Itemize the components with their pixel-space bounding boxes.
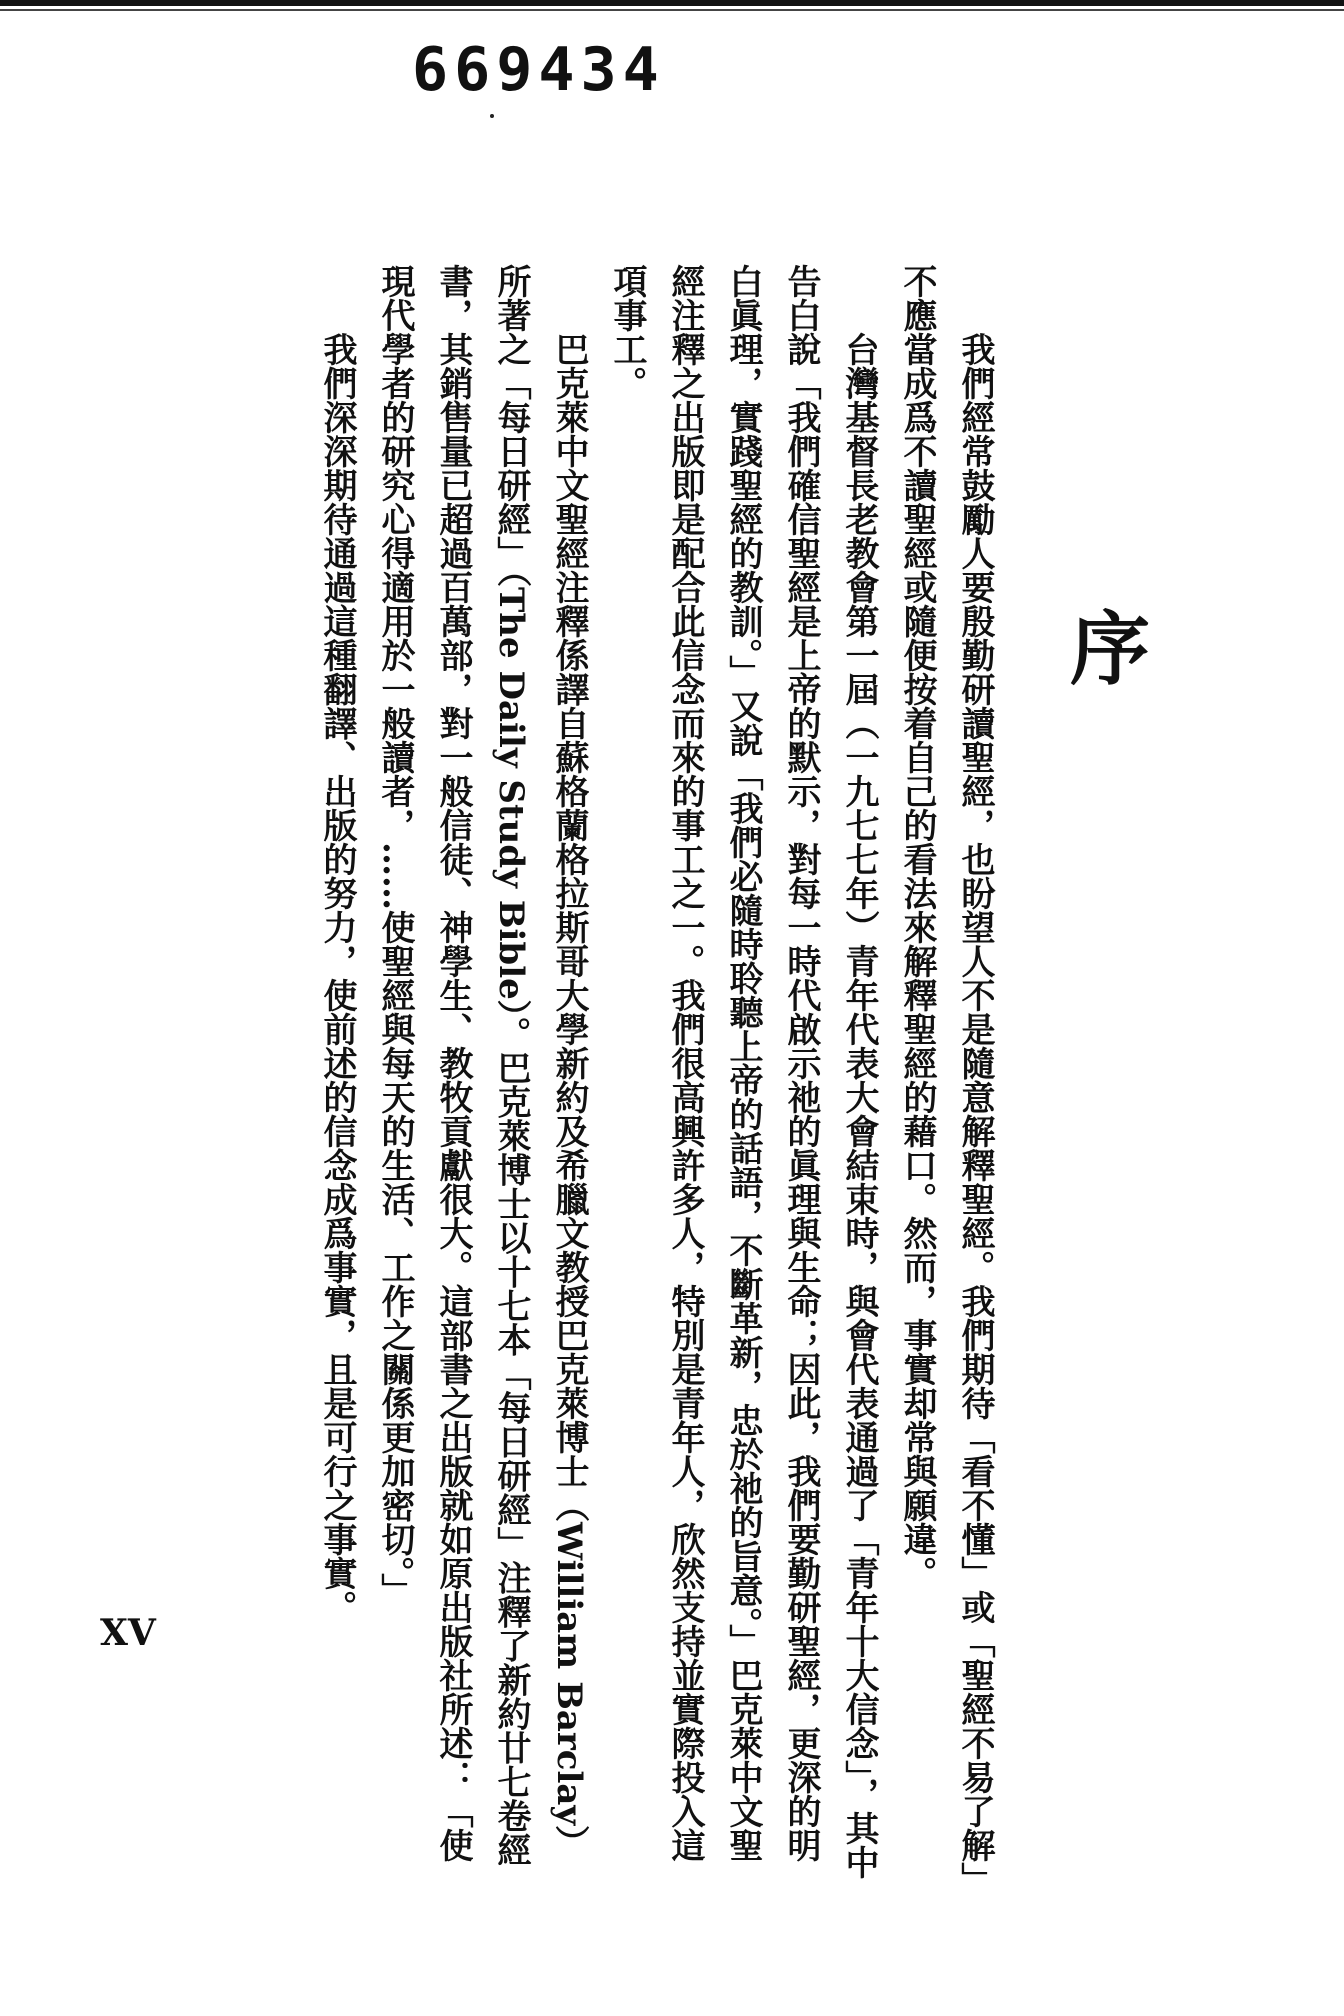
stamp-number: 669434 (412, 35, 665, 105)
top-border-rule (0, 0, 1344, 6)
preface-body (308, 264, 1004, 1884)
paragraph-4: 我們深深期待通過這種翻譯、出版的努力，使前述的信念成爲事實，且是可行之事實。 (317, 332, 357, 1624)
page-number: XV (100, 1612, 156, 1654)
top-border-rule-thin (0, 9, 1344, 11)
page-title: 序 (1070, 603, 1150, 696)
paragraph-1: 我們經常鼓勵人要殷勤研讀聖經，也盼望人不是隨意解釋聖經。我們期待「看不懂」或「聖經不易了解」不應當成爲不讀聖經或隨便按着自己的看法來解釋聖經的藉口。然而，事實却常與願違。 (897, 264, 995, 1879)
paragraph-3: 巴克萊中文聖經注釋係譯自蘇格蘭格拉斯哥大學新約及希臘文教授巴克萊博士（William Barclay）所著之「每日研經」（The Daily Study Bible）。巴克萊博士以十七本「每日研經」注釋了新約廿七卷經書，其銷售量已超過百萬部，對一般信徒、神學生、教牧貢獻很大。這部書之出版就如原出版社所述：「使現代學者的研究心得適用於一般讀者，……使聖經與每天的生活、工作之關係更加密切。」 (375, 264, 589, 1867)
ink-speck (490, 114, 494, 118)
paragraph-2: 台灣基督長老教會第一屆（一九七七年）青年代表大會結束時，與會代表通過了「青年十大信念」，其中告白說「我們確信聖經是上帝的默示，對每一時代啟示祂的眞理與生命；因此，我們要勤研聖經，更深的明白眞理，實踐聖經的教訓。」又說「我們必隨時聆聽上帝的話語，不斷革新，忠於祂的旨意。」巴克萊中文聖經注釋之出版即是配合此信念而來的事工之一。我們很高興許多人，特別是青年人，欣然支持並實際投入這項事工。 (607, 264, 879, 1879)
